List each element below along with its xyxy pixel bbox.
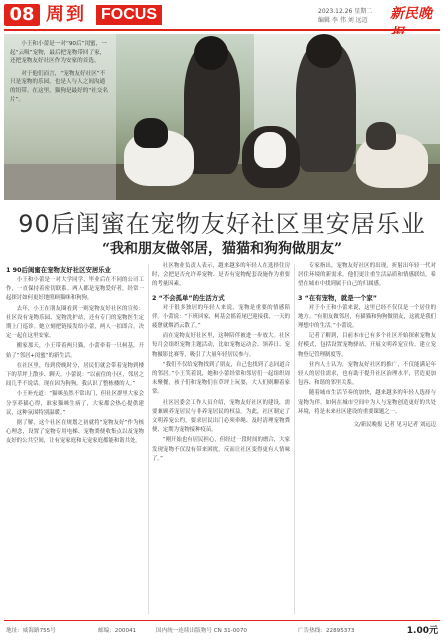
footer-address: 地址：威海路755号	[6, 628, 56, 634]
body-paragraph: “刚开始也有居民担心，但经过一段时间的磨合，大家发现宠物不仅没有带来困扰，反而让社区变得更有人情味了。”	[152, 437, 290, 462]
column-divider	[294, 264, 295, 614]
body-paragraph: 去年，小王在朋友圈看到一则宠物友好社区的宣传：社区设有宠物乐园、宠物洗护站，还有专门的宠物医生定期上门巡诊。她立刻把链接发给小蕾，两人一拍即合，决定一起在这里安家。	[6, 305, 144, 340]
body-paragraph: 小王补充道：“猫咪虽然不常出门，但社区群里大家会分享养猫心得，谁家猫咪生病了，大家都会热心提供建议，这种氛围特别温暖。”	[6, 391, 144, 416]
section-subhead: 1 90后闺蜜在宠物友好社区安居乐业	[6, 266, 112, 274]
article-column-3	[298, 262, 436, 616]
header-divider	[4, 29, 440, 31]
dog-figure	[134, 118, 168, 148]
lead-photo	[4, 34, 440, 200]
footer-price: 1.00元	[406, 626, 438, 636]
photo-caption-line: 对于他们而言，“宠物友好社区”不只是宠物的乐园，也是人与人之间沟通的纽带。在这里，猫狗是最好的“社交名片”。	[10, 70, 108, 103]
masthead-logo	[390, 3, 440, 27]
section-subhead: 3 “在有宠物，就是一个家”	[298, 293, 377, 302]
section-focus-badge: FOCUS	[96, 5, 162, 25]
body-paragraph: 据了解，这个社区在规划之初就将“宠物友好”作为核心理念，设置了宠物专用电梯、宠物粪便收集点以及宠物友好的公共空间，让有宠家庭和无宠家庭都能和谐共处。	[6, 420, 144, 445]
page-footer	[6, 623, 438, 637]
body-paragraph: 记者了解到，目前本市已有多个社区开始探索宠物友好模式，包括设置宠物驿站、开展文明养宠宣传、建立宠物登记管理制度等。	[298, 333, 436, 358]
body-paragraph: 业内人士认为，宠物友好社区的推广，不仅能满足年轻人的居住需求，也有助于提升社区治理水平，营造更加包容、和谐的邻里关系。	[298, 361, 436, 387]
masthead-text: 新民晚	[390, 6, 432, 22]
body-paragraph: 专家指出，宠物友好社区的出现，折射出年轻一代对居住环境的新需求。他们更注重生活品质和情感联结，希望在城市中找到属于自己的归属感。	[298, 263, 436, 288]
section-title: 周到	[46, 4, 86, 25]
footer-divider	[4, 620, 440, 621]
body-paragraph: 社区居委会工作人员介绍，宠物友好社区的建设，需要兼顾养宠居民与非养宠居民的权益。为此，社区制定了文明养宠公约，要求居民出门必须牵绳、及时清理宠物粪便、定期为宠物接种疫苗。	[152, 399, 290, 434]
dog-figure	[254, 132, 286, 168]
body-paragraph: 在社区里，每到傍晚时分，居民们就会带着宠物到楼下的草坪上散步、聊天。小蕾说：“以前住的小区，邻居之间几乎不说话。现在因为狗狗，我认识了整栋楼的人。”	[6, 362, 144, 388]
article-byline: 文/新民晚报 记者 见习记者 刘远迈	[353, 422, 436, 429]
page-header	[0, 0, 444, 30]
column-divider	[148, 264, 149, 614]
page-number: 08	[4, 4, 40, 26]
body-paragraph: 而在宠物友好社区里，这种陪伴被进一步放大。社区每月会组织宠物主题活动，比如宠物运动会、领养日、宠物摄影比赛等，吸引了大量年轻居民参与。	[152, 333, 290, 358]
body-paragraph: 随着城市生活节奏的加快，越来越多的年轻人选择与宠物为伴。如何在城市空间中为人与宠物创造更好的共处环境，将是未来社区建设的重要课题之一。	[298, 390, 436, 415]
article-headline: 90后闺蜜在宠物友好社区里安居乐业	[18, 210, 426, 238]
body-paragraph: 社区物业负责人表示，越来越多的年轻人在选择住房时，会把是否允许养宠物、是否有宠物配套设施作为重要的考量因素。	[152, 263, 290, 288]
body-paragraph: 小王和小蕾是一对大学同学，毕业后在不同的公司工作，一直保持着密切联系。两人都是宠物爱好者，经常一起探讨如何更好地照顾猫咪和狗狗。	[6, 277, 144, 302]
person-figure	[194, 36, 228, 70]
photo-caption-line: 小王和小蕾是一对“90后”闺蜜，一起“云吸”宠物，最后把宠物带回了家，还把宠物友好社区作为安家的首选。	[10, 41, 107, 65]
section-subhead: 2 “不会孤单”的生活方式	[152, 293, 225, 302]
issue-date: 2023.12.26 星期二	[318, 8, 373, 15]
issue-editors: 编辑 李 伟 刘 远迈	[318, 17, 368, 24]
body-paragraph: “我们不仅给宠物找到了朋友，自己也找到了志同道合的邻居。”小王笑着说，她和小蕾经常和邻居们一起组织周末聚餐，孩子们和宠物们在草坪上玩耍，大人们则聊着家常。	[152, 361, 290, 396]
body-paragraph: 对于小王和小蕾来说，这里已经不仅仅是一个居住的地方。“有朋友做邻居，有猫猫和狗狗做朋友，这就是我们理想中的生活。”小蕾说。	[298, 304, 436, 330]
article-column-1	[6, 262, 144, 616]
article-subhead: “我和朋友做邻居，猫猫和狗狗做朋友”	[101, 241, 343, 257]
article-body	[6, 262, 438, 616]
footer-ad-hotline: 广告热线：22895373	[298, 628, 355, 634]
photo-caption	[4, 34, 116, 200]
body-paragraph: 对于很多独居的年轻人来说，宠物是重要的情感陪伴。小蕾说：“下班回家，柯基会摇着尾巴迎接我，一天的疲惫就烟消云散了。”	[152, 304, 290, 330]
body-paragraph: 搬家那天，小王带着两只猫，小蕾牵着一只柯基，开始了“邻居+闺蜜”的新生活。	[6, 343, 144, 359]
footer-postcode: 邮编：200041	[98, 628, 137, 634]
dog-figure	[366, 122, 396, 150]
person-figure	[306, 34, 342, 68]
footer-publication-number: 国内统一连续出版物号 CN 31-0070	[156, 628, 247, 634]
article-column-2	[152, 262, 290, 616]
